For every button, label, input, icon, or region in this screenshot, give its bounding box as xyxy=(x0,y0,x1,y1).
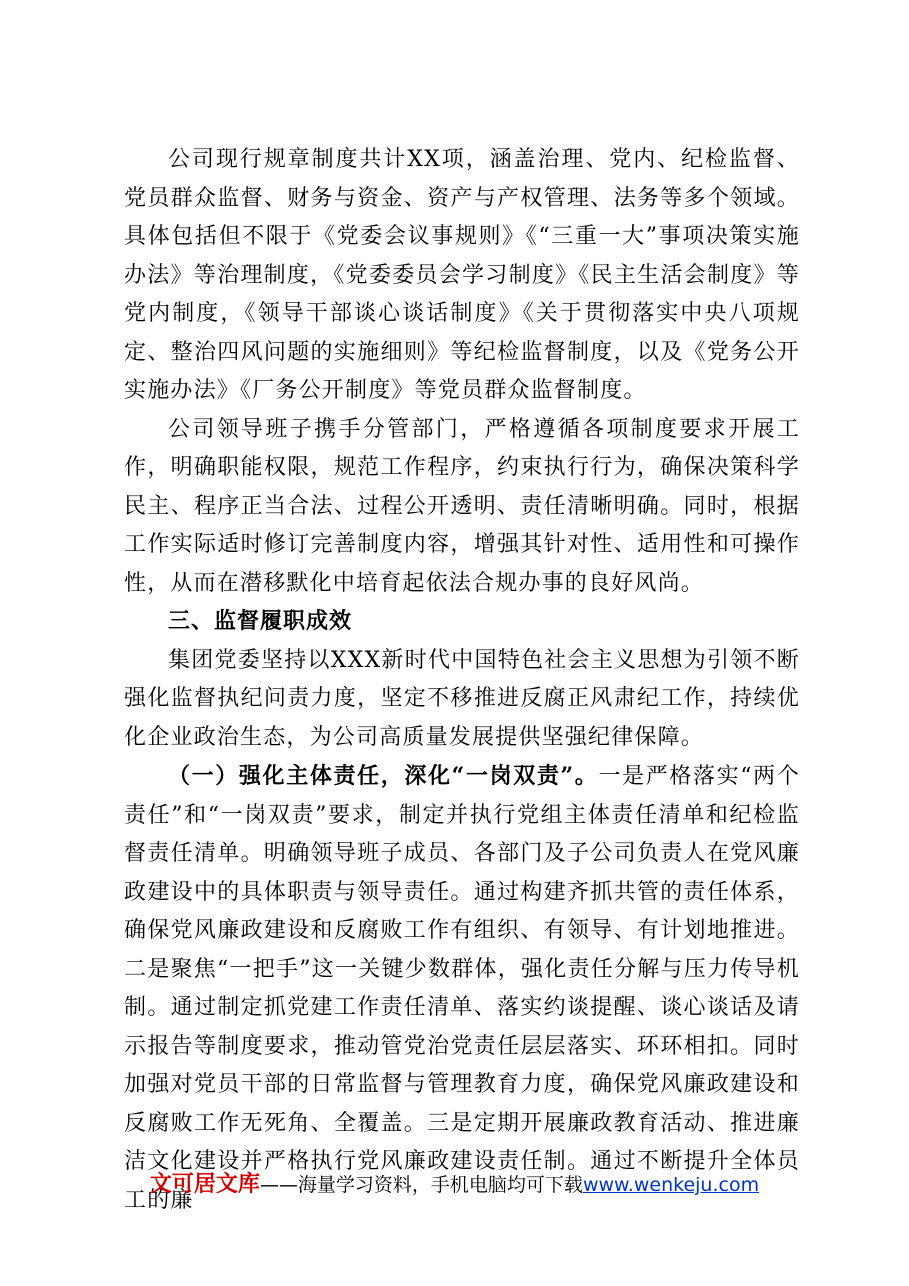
subsection-body: 一是严格落实“两个责任”和“一岗双责”要求，制定并执行党组主体责任清单和纪检监督责任清单。明确领导班子成员、各部门及子公司负责人在党风廉政建设中的具体职责与领导责任。通过构建齐抓共管的责任体系，确保党风廉政建设和反腐败工作有组织、有领导、有计划地推进。二是聚焦“一把手”这一关键少数群体，强化责任分解与压力传导机制。通过制定抓党建工作责任清单、落实约谈提醒、谈心谈话及请示报告等制度要求，推动管党治党责任层层落实、环环相扣。同时加强对党员干部的日常监督与管理教育力度，确保党风廉政建设和反腐败工作无死角、全覆盖。三是定期开展廉政教育活动、推进廉洁文化建设并严格执行党风廉政建设责任制。通过不断提升全体员工的廉 xyxy=(124,764,800,1213)
footer-brand: 文可居文库 xyxy=(149,1172,260,1197)
paragraph-party-committee: 集团党委坚持以XXX新时代中国特色社会主义思想为引领不断强化监督执纪问责力度，坚定不移推进反腐正风肃纪工作，持续优化企业政治生态，为公司高质量发展提供坚强纪律保障。 xyxy=(124,647,800,750)
footer-url-link[interactable]: www.wenkeju.com xyxy=(582,1174,760,1196)
footer-banner xyxy=(0,1170,909,1200)
paragraph-regulations-overview: 公司现行规章制度共计XX项，涵盖治理、党内、纪检监督、党员群众监督、财务与资金、资产与产权管理、法务等多个领域。具体包括但不限于《党委会议事规则》《“三重一大”事项决策实施办法》等治理制度，《党委委员会学习制度》《民主生活会制度》等党内制度，《领导干部谈心谈话制度》《关于贯彻落实中央八项规定、整治四风问题的实施细则》等纪检监督制度，以及《党务公开实施办法》《厂务公开制度》等党员群众监督制度。 xyxy=(124,147,800,403)
document-body xyxy=(124,141,800,1220)
section-heading-supervision: 三、监督履职成效 xyxy=(168,609,353,634)
subsection-title: （一）强化主体责任，深化“一岗双责”。 xyxy=(168,763,599,789)
paragraph-main-responsibility xyxy=(124,757,800,1220)
footer-tagline: ——海量学习资料，手机电脑均可下载 xyxy=(259,1174,583,1196)
paragraph-leadership-compliance: 公司领导班子携手分管部门，严格遵循各项制度要求开展工作，明确职能权限，规范工作程序，约束执行行为，确保决策科学民主、程序正当合法、过程公开透明、责任清晰明确。同时，根据工作实际适时修订完善制度内容，增强其针对性、适用性和可操作性，从而在潜移默化中培育起依法合规办事的良好风尚。 xyxy=(124,416,800,596)
